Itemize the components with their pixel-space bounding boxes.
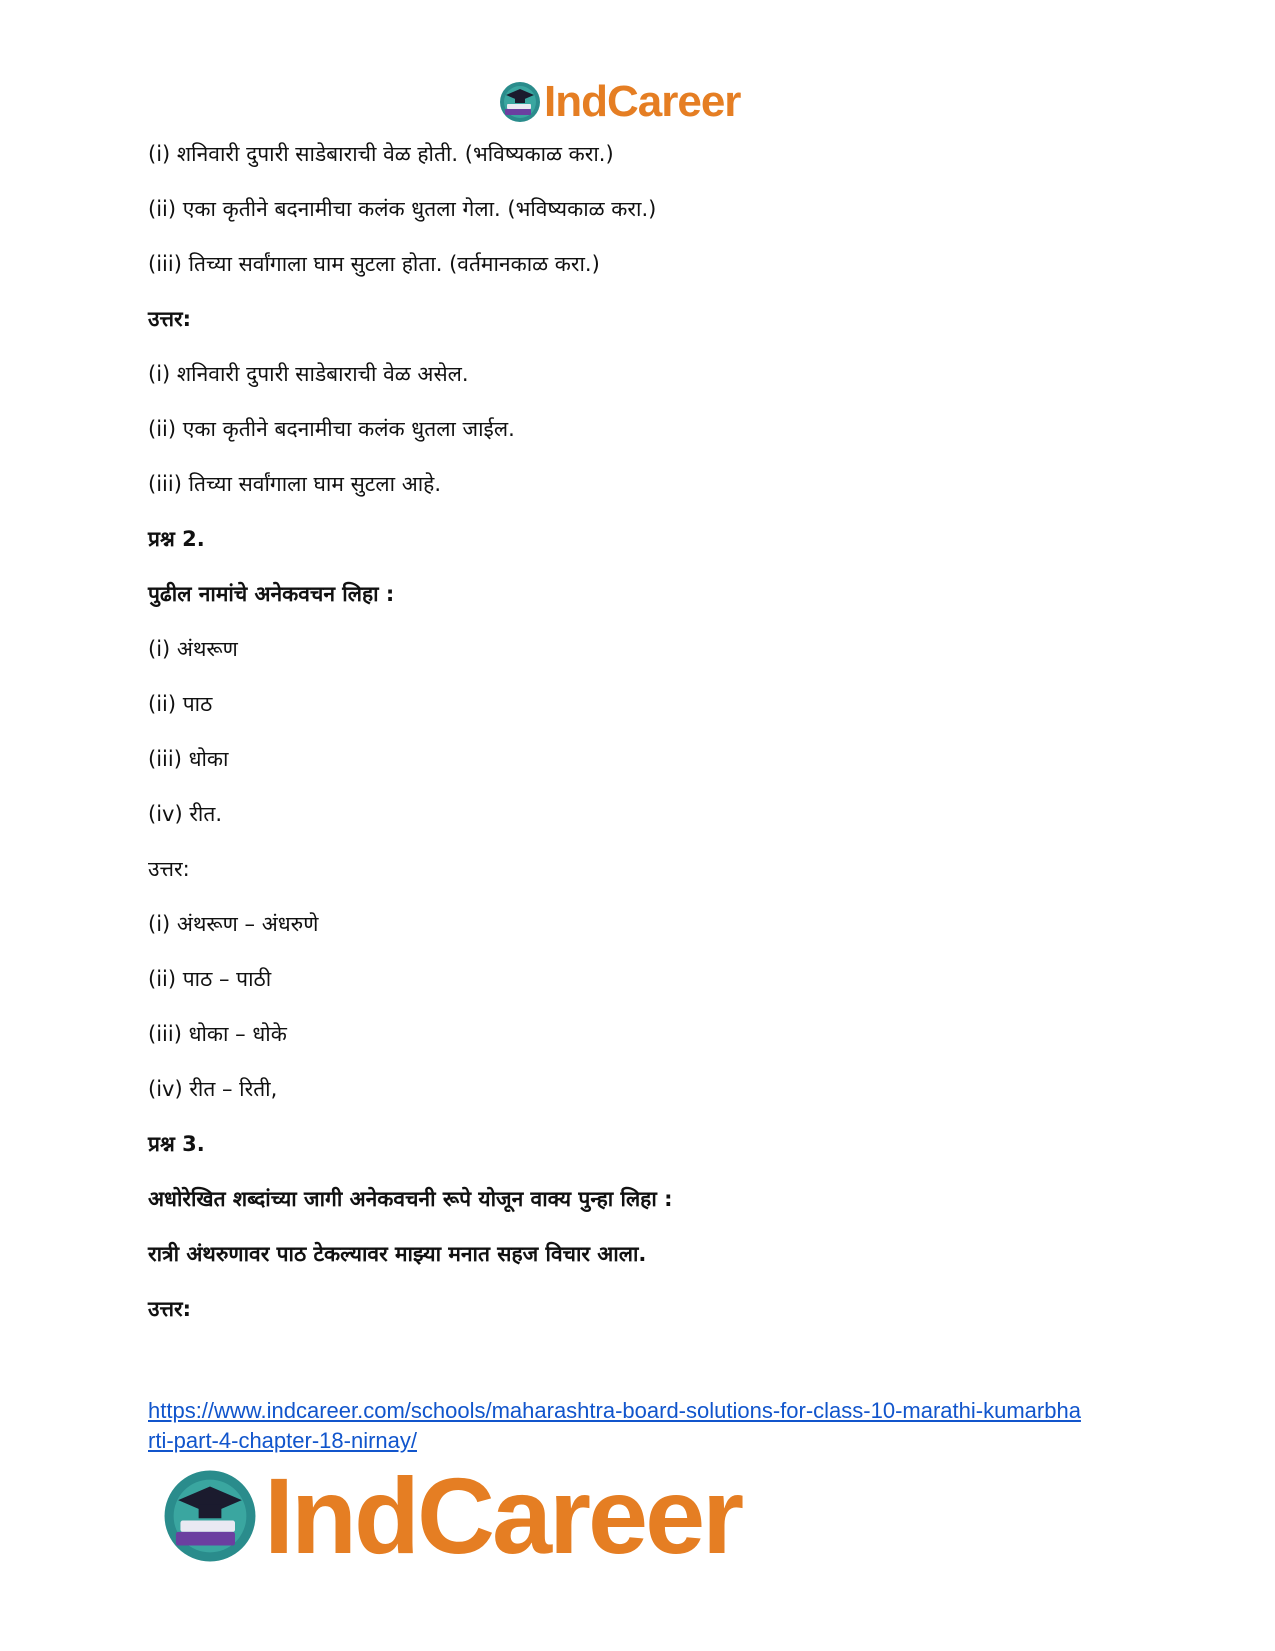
footer-logo [160,1455,742,1576]
graduation-cap-books-icon [498,80,542,124]
text-line: प्रश्न 2. [148,527,205,551]
text-line: (iv) रीत. [148,802,222,826]
header-logo [498,77,741,126]
text-line: उत्तर: [148,1297,192,1321]
text-line: (iii) धोका – धोके [148,1022,287,1046]
text-line: (i) शनिवारी दुपारी साडेबाराची वेळ असेल. [148,362,469,386]
document-body [148,140,1148,1350]
text-line: (i) अंथरूण – अंधरुणे [148,912,319,936]
source-link-line-2[interactable]: rti-part-4-chapter-18-nirnay/ [148,1428,417,1453]
text-line: रात्री अंथरुणावर पाठ टेकल्यावर माझ्या मनात सहज विचार आला. [148,1242,647,1266]
text-line: प्रश्न 3. [148,1132,205,1156]
text-line: उत्तर: [148,857,190,881]
text-line: पुढील नामांचे अनेकवचन लिहा : [148,582,395,606]
source-link-line-1[interactable]: https://www.indcareer.com/schools/maharashtra-board-solutions-for-class-10-marathi-kumarbha [148,1398,1081,1423]
text-line: उत्तर: [148,307,192,331]
text-line: (iii) धोका [148,747,229,771]
text-line: अधोरेखित शब्दांच्या जागी अनेकवचनी रूपे योजून वाक्य पुन्हा लिहा : [148,1187,673,1211]
source-link[interactable] [148,1396,1148,1456]
text-line: (ii) एका कृतीने बदनामीचा कलंक धुतला गेला. (भविष्यकाळ करा.) [148,197,657,221]
brand-wordmark: IndCareer [544,77,741,126]
text-line: (ii) एका कृतीने बदनामीचा कलंक धुतला जाईल. [148,417,515,441]
text-line: (ii) पाठ [148,692,213,716]
text-line: (iii) तिच्या सर्वांगाला घाम सुटला आहे. [148,472,442,496]
text-line: (i) शनिवारी दुपारी साडेबाराची वेळ होती. (भविष्यकाळ करा.) [148,142,614,166]
text-line: (iii) तिच्या सर्वांगाला घाम सुटला होता. (वर्तमानकाळ करा.) [148,252,600,276]
text-line: (ii) पाठ – पाठी [148,967,272,991]
brand-wordmark-large: IndCareer [264,1455,742,1576]
graduation-cap-books-icon [160,1466,260,1566]
text-line: (iv) रीत – रिती, [148,1077,278,1101]
text-line: (i) अंथरूण [148,637,238,661]
